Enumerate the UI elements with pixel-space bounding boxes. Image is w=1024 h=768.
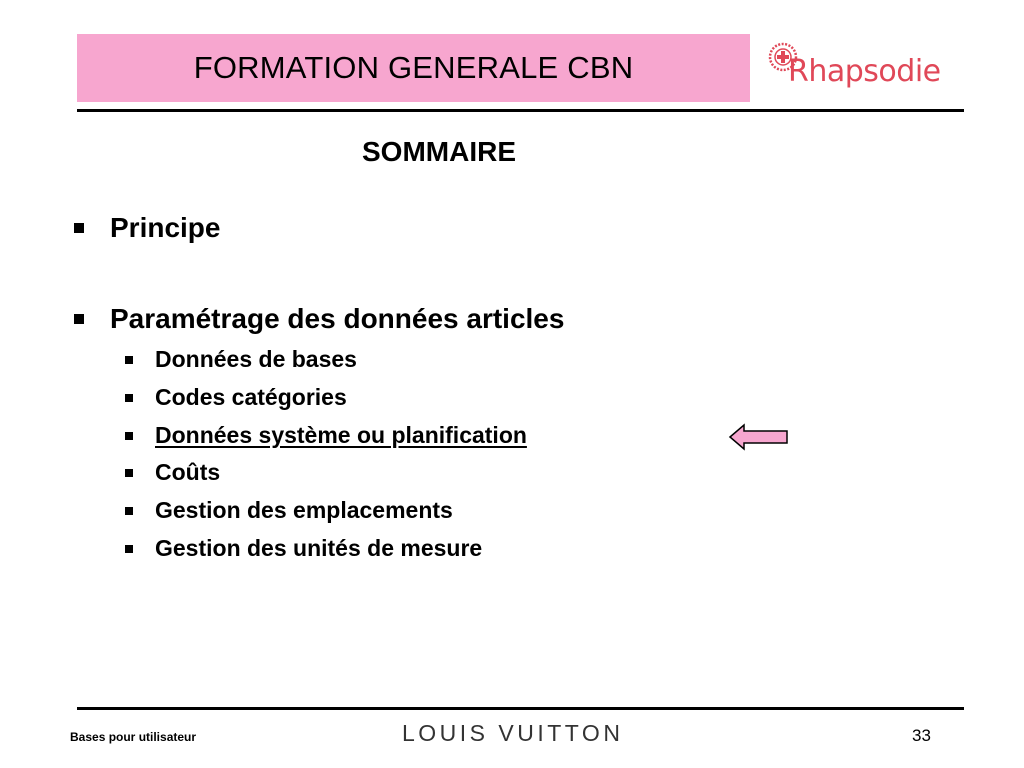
sub-list-item-label: Données système ou planification	[155, 422, 527, 448]
square-bullet-icon	[125, 394, 133, 402]
rhapsodie-logo	[766, 40, 946, 96]
sub-list-item	[125, 459, 220, 486]
footer-caption: Bases pour utilisateur	[70, 730, 197, 744]
square-bullet-icon	[125, 507, 133, 515]
page-number: 33	[912, 726, 931, 745]
sub-list-item	[125, 535, 482, 562]
sub-list-item-label: Gestion des unités de mesure	[155, 535, 483, 561]
sub-list-item-label: Codes catégories	[155, 384, 347, 410]
sub-list-item	[125, 497, 453, 524]
list-item-label: Principe	[110, 212, 221, 243]
logo-wordmark: Rhapsodie	[788, 54, 941, 89]
square-bullet-icon	[74, 223, 84, 233]
sub-list-item-label: Données de bases	[155, 346, 357, 372]
title-banner	[77, 34, 750, 102]
section-heading: SOMMAIRE	[362, 136, 516, 167]
sub-list-item	[125, 384, 347, 411]
sub-list-item	[125, 346, 357, 373]
sub-list-item-label: Gestion des emplacements	[155, 497, 453, 523]
square-bullet-icon	[125, 545, 133, 553]
list-item-label: Paramétrage des données articles	[110, 303, 565, 334]
list-item	[74, 212, 220, 244]
square-bullet-icon	[74, 314, 84, 324]
left-arrow-icon	[728, 422, 790, 452]
header-divider	[77, 109, 964, 112]
square-bullet-icon	[125, 469, 133, 477]
list-item	[74, 303, 564, 335]
louis-vuitton-logo: LOUIS VUITTON	[402, 720, 624, 746]
sub-list-item-label: Coûts	[155, 459, 221, 485]
square-bullet-icon	[125, 356, 133, 364]
square-bullet-icon	[125, 432, 133, 440]
slide-title: FORMATION GENERALE CBN	[193, 50, 634, 85]
footer-divider	[77, 707, 964, 710]
sub-list-item-current	[125, 422, 527, 449]
